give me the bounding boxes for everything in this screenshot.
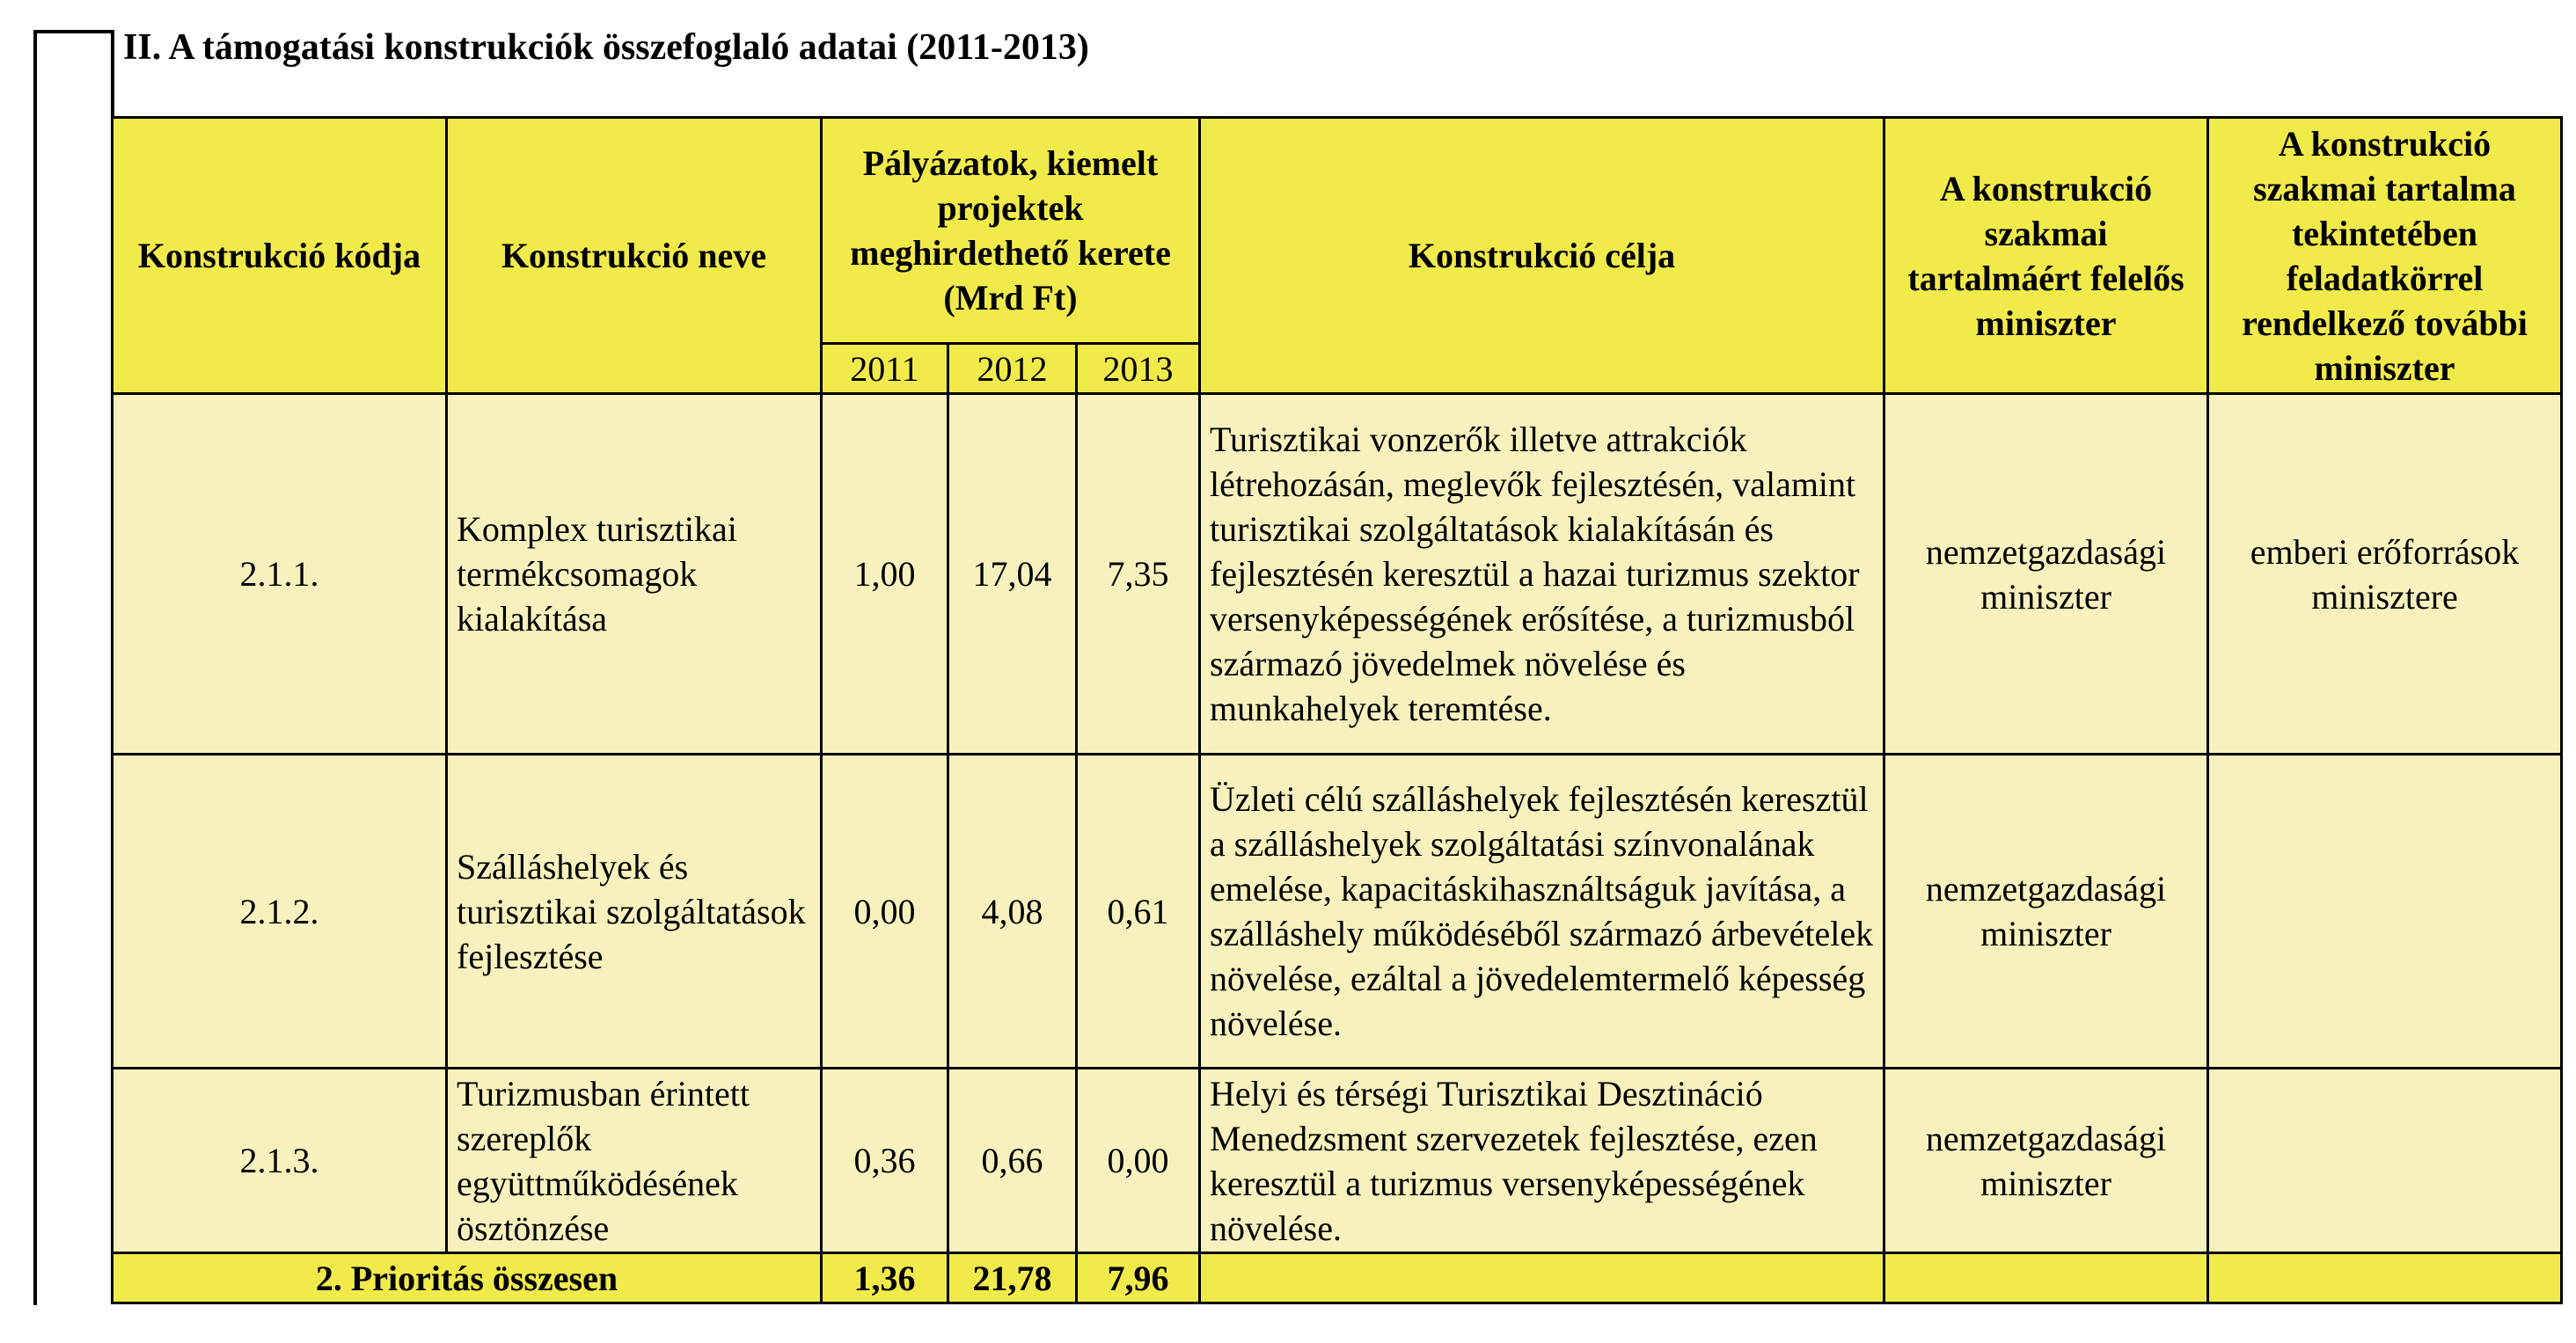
row-value-2013: 0,00 xyxy=(1077,1069,1200,1253)
header-other-minister: A konstrukció szakmai tartalma tekintetében feladatkörrel rendelkező további miniszter xyxy=(2208,118,2562,394)
row-minister: nemzetgazdasági miniszter xyxy=(1884,755,2208,1069)
row-value-2013: 0,61 xyxy=(1077,755,1200,1069)
frame-left-border xyxy=(33,30,37,1305)
row-code: 2.1.1. xyxy=(113,394,447,755)
row-value-2011: 1,00 xyxy=(822,394,948,755)
row-value-2012: 17,04 xyxy=(948,394,1077,755)
header-minister: A konstrukció szakmai tartalmáért felelős miniszter xyxy=(1884,118,2208,394)
row-other-minister xyxy=(2208,755,2562,1069)
total-value-2012: 21,78 xyxy=(948,1253,1077,1303)
frame-inner-border xyxy=(111,30,114,118)
table-row xyxy=(113,394,2562,755)
table-row xyxy=(113,1069,2562,1253)
row-code: 2.1.3. xyxy=(113,1069,447,1253)
total-goal-empty xyxy=(1200,1253,1884,1303)
total-value-2011: 1,36 xyxy=(822,1253,948,1303)
row-minister: nemzetgazdasági miniszter xyxy=(1884,1069,2208,1253)
header-goal: Konstrukció célja xyxy=(1200,118,1884,394)
row-other-minister: emberi erőforrások minisztere xyxy=(2208,394,2562,755)
header-name: Konstrukció neve xyxy=(447,118,822,394)
row-minister: nemzetgazdasági miniszter xyxy=(1884,394,2208,755)
total-other-minister-empty xyxy=(2208,1253,2562,1303)
section-title: II. A támogatási konstrukciók összefoglaló adatai (2011-2013) xyxy=(123,27,1089,68)
row-value-2012: 4,08 xyxy=(948,755,1077,1069)
row-code: 2.1.2. xyxy=(113,755,447,1069)
row-value-2011: 0,00 xyxy=(822,755,948,1069)
row-goal: Helyi és térségi Turisztikai Desztináció Menedzsment szervezetek fejlesztése, ezen keresztül a turizmus versenyképességének növelése. xyxy=(1200,1069,1884,1253)
frame-top-border xyxy=(33,30,113,33)
header-year-2013: 2013 xyxy=(1077,344,1200,394)
total-row xyxy=(113,1253,2562,1303)
row-name: Turizmusban érintett szereplők együttműködésének ösztönzése xyxy=(447,1069,822,1253)
header-code: Konstrukció kódja xyxy=(113,118,447,394)
summary-table xyxy=(111,116,2563,1304)
row-value-2011: 0,36 xyxy=(822,1069,948,1253)
total-label: 2. Prioritás összesen xyxy=(113,1253,822,1303)
header-year-2012: 2012 xyxy=(948,344,1077,394)
row-value-2012: 0,66 xyxy=(948,1069,1077,1253)
row-name: Komplex turisztikai termékcsomagok kialakítása xyxy=(447,394,822,755)
header-budget: Pályázatok, kiemelt projektek meghirdethető kerete (Mrd Ft) xyxy=(822,118,1200,344)
total-value-2013: 7,96 xyxy=(1077,1253,1200,1303)
row-other-minister xyxy=(2208,1069,2562,1253)
row-goal: Turisztikai vonzerők illetve attrakciók létrehozásán, meglevők fejlesztésén, valamint turisztikai szolgáltatások kialakításán és fejlesztésén keresztül a hazai turizmus szektor versenyképességének erősítése, a turizmusból származó jövedelmek növelése és munkahelyek teremtése. xyxy=(1200,394,1884,755)
row-goal: Üzleti célú szálláshelyek fejlesztésén keresztül a szálláshelyek szolgáltatási színvonalának emelése, kapacitáskihasználtságuk javítása, a szálláshely működéséből származó árbevételek növelése, ezáltal a jövedelemtermelő képesség növelése. xyxy=(1200,755,1884,1069)
row-value-2013: 7,35 xyxy=(1077,394,1200,755)
total-minister-empty xyxy=(1884,1253,2208,1303)
table-row xyxy=(113,755,2562,1069)
header-year-2011: 2011 xyxy=(822,344,948,394)
row-name: Szálláshelyek és turisztikai szolgáltatások fejlesztése xyxy=(447,755,822,1069)
